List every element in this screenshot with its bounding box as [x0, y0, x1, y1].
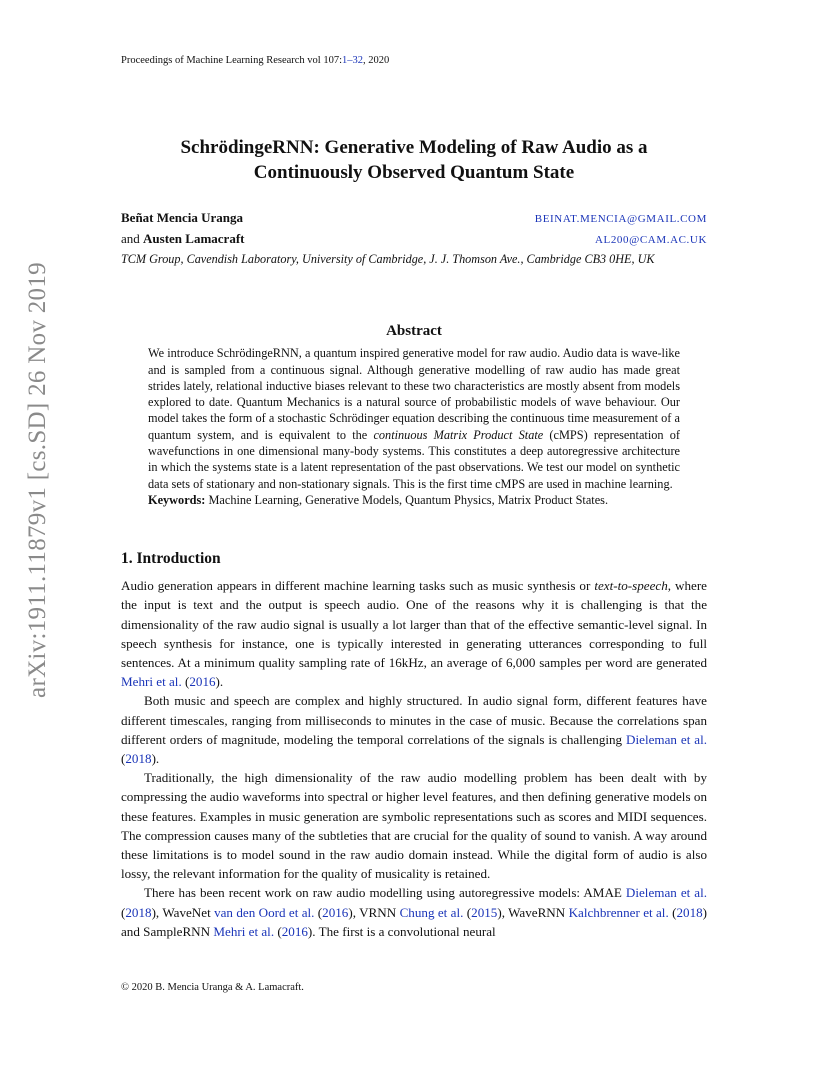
intro-p1-text: Audio generation appears in different machine learning tasks such as music synthesis or: [121, 578, 595, 594]
paper-title: [121, 135, 707, 185]
intro-p1-emphasis: text-to-speech: [594, 578, 668, 594]
intro-p2-text: Both music and speech are complex and highly structured. In audio signal form, different features have different timescales, ranging from milliseconds to minutes in the case of music. Because the correlations span different orders of magnitude, modeling the temporal correlations of the signals is challenging: [121, 693, 707, 747]
citation-link[interactable]: Mehri et al.: [213, 923, 275, 939]
arxiv-side-stamp: [0, 0, 60, 1072]
running-head-pages-link[interactable]: 1–32: [342, 55, 364, 66]
citation-year-link[interactable]: 2015: [471, 904, 498, 920]
citation-year-link[interactable]: 2018: [125, 751, 152, 767]
abstract-body: [148, 345, 680, 492]
author-1-name: Beñat Mencia Uranga: [121, 210, 244, 225]
keywords-label: Keywords:: [148, 492, 206, 507]
citation-link[interactable]: Kalchbrenner et al.: [568, 904, 669, 920]
abstract-emphasis: continuous Matrix Product State: [373, 427, 544, 442]
copyright-footer: © 2020 B. Mencia Uranga & A. Lamacraft.: [121, 982, 304, 993]
intro-paragraph-1: Audio generation appears in different machine learning tasks such as music synthesis or text-to-speech, where the input is text and the output is speech audio. One of the reasons why it is challenging is that the dimensionality of the raw audio signal is usually a lot larger than that of the effective semantic-level signal. In speech synthesis for instance, one is typically interested in generating utterances corresponding to full sentences. At a minimum quality sampling rate of 16kHz, an average of 6,000 samples per word are generated Mehri et al. (2016).: [121, 578, 707, 690]
title-line-1: SchrödingeRNN: Generative Modeling of Raw Audio as a: [180, 137, 648, 158]
citation-link[interactable]: van den Oord et al.: [214, 904, 315, 920]
intro-paragraph-4: There has been recent work on raw audio modelling using autoregressive models: AMAE Dieleman et al. (2018), WaveNet van den Oord et al. (2016), VRNN Chung et al. (2015), WaveRNN Kalchbrenner et al. (2018) and SampleRNN Mehri et al. (2016). The first is a convolutional neural: [121, 885, 708, 939]
intro-p4-tail: ). The first is a convolutional neural: [307, 923, 496, 939]
citation-year-link[interactable]: 2018: [125, 904, 152, 920]
introduction-section: [121, 549, 707, 941]
author-2: [121, 229, 245, 248]
intro-p1-text-b: , where the input is text and the output is speech audio. One of the reasons why it is challenging is that the dimensionality of the raw audio signal is usually a lot larger than that of the effective semantic-level signal. In speech synthesis for instance, one is typically interested in generating utterances corresponding to full sentences. At a minimum quality sampling rate of 16kHz, an average of 6,000 samples per word are generated: [121, 578, 707, 671]
author-1: [121, 208, 243, 227]
abstract-section: [148, 323, 680, 508]
author-1-email-link[interactable]: BEINAT.MENCIA@GMAIL.COM: [534, 213, 707, 225]
title-line-2: Continuously Observed Quantum State: [253, 162, 575, 183]
affiliation: TCM Group, Cavendish Laboratory, University of Cambridge, J. J. Thomson Ave., Cambridge CB3 0HE, UK: [121, 252, 655, 266]
abstract-heading: Abstract: [386, 323, 442, 339]
citation-link[interactable]: Mehri et al.: [121, 674, 182, 690]
author-2-email-link[interactable]: AL200@CAM.AC.UK: [594, 234, 707, 246]
author-row-2: [121, 229, 707, 250]
intro-p4-wavernn: ), WaveRNN: [497, 904, 569, 920]
abstract-text: We introduce SchrödingeRNN, a quantum inspired generative model for raw audio. Audio data is wave-like and is sampled from a continuous signal. Although generative modelling of raw audio has made great strides lately, relational inductive biases relevant to these two characteristics are mostly absent from models explored to date. Quantum Mechanics is a natural source of probabilistic models of wave behaviour. Our model takes the form of a stochastic Schrödinger equation describing the continuous time measurement of a quantum system, and is equivalent to the: [148, 346, 680, 442]
keywords-list: Machine Learning, Generative Models, Quantum Physics, Matrix Product States.: [205, 492, 609, 507]
intro-p4-vrnn: ), VRNN: [348, 904, 400, 920]
citation-year-link[interactable]: 2016: [189, 674, 216, 690]
author-row-1: [121, 208, 707, 229]
intro-paragraph-2: Both music and speech are complex and highly structured. In audio signal form, different features have different timescales, ranging from milliseconds to minutes in the case of music. Because the correlations span different orders of magnitude, modeling the temporal correlations of the signals is challenging Dieleman et al. (2018).: [121, 693, 707, 767]
section-heading: 1. Introduction: [121, 550, 221, 567]
citation-year-link[interactable]: 2018: [676, 904, 703, 920]
arxiv-identifier: arXiv:1911.11879v1 [cs.SD] 26 Nov 2019: [24, 262, 51, 698]
citation-year-link[interactable]: 2016: [281, 923, 308, 939]
abstract-text-tail: (cMPS) representation of wavefunctions in one dimensional many-body systems. This constitutes a deep autoregressive architecture in which the systems state is a latent representation of the past observations. We test our model on synthetic data sets of stationary and non-stationary signals. This is the first time cMPS are used in machine learning.: [148, 427, 680, 491]
intro-p4-samplernn: ) and SampleRNN: [121, 904, 708, 939]
running-head-year: , 2020: [363, 55, 390, 66]
intro-p4-wavenet: ), WaveNet: [151, 904, 215, 920]
keywords: [148, 492, 680, 508]
author-2-name: Austen Lamacraft: [143, 231, 245, 246]
author-block: [121, 208, 707, 269]
citation-year-link[interactable]: 2016: [322, 904, 349, 920]
citation-link[interactable]: Dieleman et al.: [625, 885, 707, 901]
running-head: [121, 55, 389, 66]
citation-link[interactable]: Dieleman et al.: [626, 731, 707, 747]
author-2-prefix: and: [121, 231, 144, 246]
intro-paragraph-3: Traditionally, the high dimensionality of the raw audio modelling problem has been dealt with by compressing the audio waveforms into spectral or higher level features, and then defining generative models on these features. Examples in music generation are symbolic representations such as scores and MIDI sequences. The compression causes many of the subtleties that are crucial for the quality of sound to vanish. A way around these limitations is to model sound in the raw audio domain instead. While the digital form of audio is also lossy, the relevant information for the quality of musicality is retained.: [121, 770, 707, 882]
citation-link[interactable]: Chung et al.: [399, 904, 464, 920]
intro-p4-text: There has been recent work on raw audio modelling using autoregressive models: AMAE: [144, 885, 626, 901]
running-head-text: Proceedings of Machine Learning Research vol 107:: [121, 55, 343, 66]
